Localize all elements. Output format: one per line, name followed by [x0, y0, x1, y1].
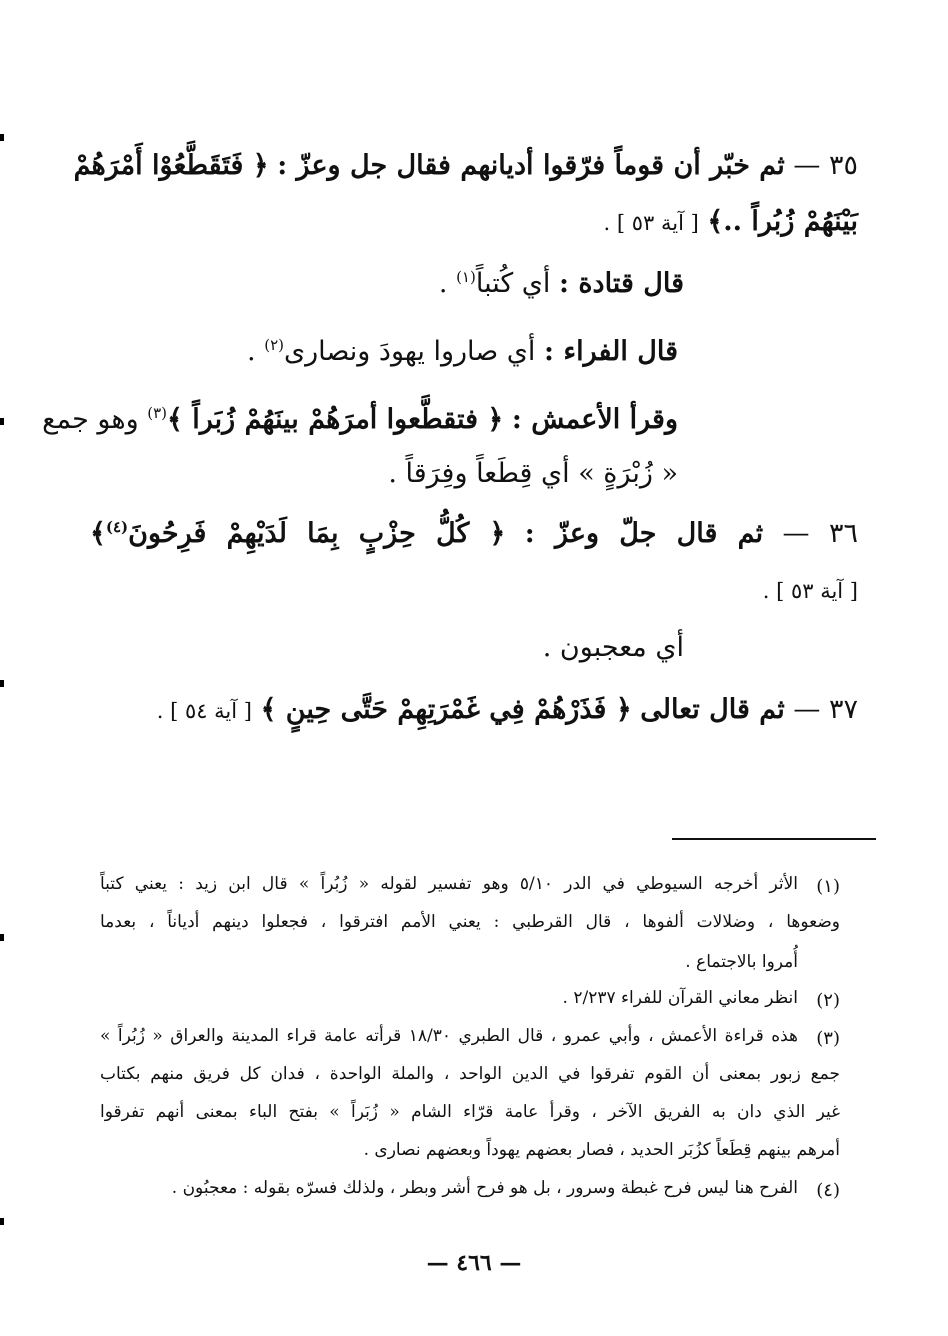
item-37-ayah-ref: [ آية ٥٤ ] .: [156, 699, 252, 723]
footnote-1-line-3: أُمروا بالاجتماع .: [685, 952, 798, 972]
footnote-ref-3[interactable]: (٣): [147, 404, 168, 422]
item-37-verse: ﴿ فَذَرْهُمْ فِي غَمْرَتِهِمْ حَتَّى حِينٍ ﴾: [260, 694, 632, 725]
page-number: — ٤٦٦ —: [426, 1250, 522, 1276]
item-35-line-2: [604, 206, 858, 238]
amash-label: وقرأ الأعمش :: [511, 404, 678, 435]
amash-line-1: [42, 404, 678, 436]
farra-line: [247, 336, 678, 368]
amash-explanation: « زُبْرَةٍ » أي قِطَعاً وفِرَقاً .: [388, 458, 678, 489]
item-35-verse-part-2: بَيْنَهُمْ زُبُراً ..﴾: [707, 206, 858, 237]
footnote-2-line-1: انظر معاني القرآن للفراء ٢/٢٣٧ .: [562, 988, 798, 1008]
item-37-intro: ثم قال تعالى: [640, 694, 785, 725]
footnote-1-line-2: وضعوها ، وضلالات ألفوها ، قال القرطبي : يعني الأمم افترقوا ، فجعلوا دينهم أدياناً ، بعدما: [100, 912, 840, 932]
footnote-ref-2[interactable]: (٢): [264, 336, 284, 354]
item-36-line-2: [763, 574, 858, 606]
item-35-line-1: [73, 150, 858, 182]
footnote-ref-1[interactable]: (١): [456, 268, 476, 286]
scan-edge-mark: [0, 680, 4, 687]
scan-edge-mark: [0, 1218, 4, 1225]
qatada-text: أي كُتباً: [475, 268, 551, 299]
mujibun-text: أي معجبون .: [542, 632, 684, 663]
item-35-verse-part-1: ﴿ فَتَقَطَّعُوْا أَمْرَهُمْ: [73, 150, 269, 181]
item-36-line-1: [90, 518, 858, 550]
item-36-verse: [90, 518, 505, 549]
qatada-end: .: [438, 268, 457, 299]
item-35-number: ٣٥ —: [793, 150, 858, 181]
footnote-ref-4[interactable]: (٤): [105, 518, 129, 536]
footnote-3-number: (٣): [816, 1028, 840, 1049]
scan-edge-mark: [0, 934, 4, 941]
amash-line-2: [388, 458, 678, 490]
footnote-1-number: (١): [816, 876, 840, 897]
qatada-label: قال قتادة :: [559, 268, 684, 299]
item-36-number: ٣٦ —: [782, 518, 858, 549]
farra-label: قال الفراء :: [544, 336, 678, 367]
mujibun-line: [543, 632, 684, 664]
farra-end: .: [247, 336, 265, 367]
scan-edge-mark: [0, 134, 4, 141]
scan-edge-mark: [0, 418, 4, 425]
item-37-line: [157, 694, 858, 726]
qatada-line: [439, 268, 684, 300]
item-36-ayah-ref: [ آية ٥٣ ] .: [762, 579, 858, 603]
footnote-4-number: (٤): [816, 1180, 840, 1201]
item-36-intro: ثم قال جلّ وعزّ :: [524, 518, 764, 549]
footnote-separator: [672, 838, 876, 840]
footnote-3-line-4: أمرهم بينهم قِطَعاً كزُبَر الحديد ، فصار بعضهم يهوداً وبعضهم نصارى .: [363, 1140, 840, 1160]
amash-rest: وهو جمع: [42, 404, 139, 435]
footnote-3-line-3: غير الذي دان به الفريق الآخر ، وقرأ عامة قرّاء الشام « زُبَراً » بفتح الباء بمعنى أنهم تفرقوا: [100, 1102, 840, 1122]
footnote-2-number: (٢): [816, 990, 840, 1011]
item-36-verse-end: ﴾: [90, 518, 106, 549]
item-35-intro: ثم خبّر أن قوماً فرّقوا أديانهم فقال جل وعزّ :: [277, 150, 785, 181]
footnote-4-line-1: الفرح هنا ليس فرح غبطة وسرور ، بل هو فرح أشر وبطر ، ولذلك فسرّه بقوله : معجبُون .: [171, 1178, 798, 1198]
amash-verse: ﴿ فتقطَّعوا أمرَهُمْ بينَهُمْ زُبَراً ﴾: [167, 404, 504, 435]
footnote-3-line-1: هذه قراءة الأعمش ، وأبي عمرو ، قال الطبري ١٨/٣٠ قرأته عامة قراء المدينة والعراق « زُبُراً »: [100, 1026, 798, 1046]
footnote-3-line-2: جمع زبور بمعنى أن القوم تفرقوا في الدين الواحد ، والملة الواحدة ، فدان كل فريق منهم بكتاب: [100, 1064, 840, 1084]
footnote-1-line-1: الأثر أخرجه السيوطي في الدر ٥/١٠ وهو تفسير لقوله « زُبُراً » قال ابن زيد : يعني كتباً: [100, 874, 799, 894]
item-36-verse-text: ﴿ كُلُّ حِزْبٍ بِمَا لَدَيْهِمْ فَرِحُونَ: [128, 518, 506, 549]
item-37-number: ٣٧ —: [793, 694, 858, 725]
item-35-ayah-ref: [ آية ٥٣ ] .: [603, 211, 699, 235]
farra-text: أي صاروا يهودَ ونصارى: [283, 336, 536, 367]
